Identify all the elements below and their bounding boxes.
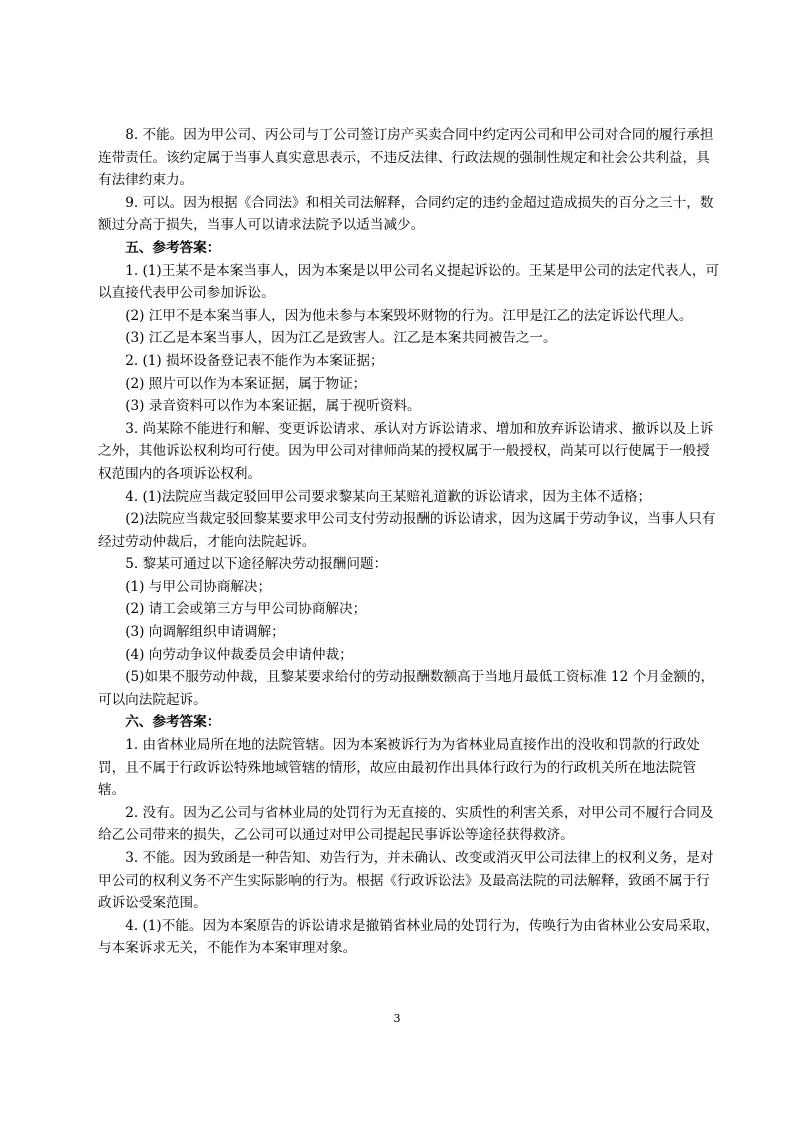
- paragraph: (4) 向劳动争议仲裁委员会申请仲裁；: [125, 646, 353, 663]
- paragraph: (3) 录音资料可以作为本案证据，属于视听资料。: [125, 398, 421, 415]
- section-heading: 六、参考答案：: [125, 714, 221, 731]
- paragraph: (2)法院应当裁定驳回黎某要求甲公司支付劳动报酬的诉讼请求，因为这属于劳动争议，当事人只有经过劳动仲裁后，才能向法院起诉。: [98, 511, 716, 550]
- paragraph: 2. (1) 损坏设备登记表不能作为本案证据；: [125, 352, 384, 369]
- paragraph: 3. 尚某除不能进行和解、变更诉讼请求、承认对方诉讼请求、增加和放弃诉讼请求、撤诉以及上诉之外，其他诉讼权利均可行使。因为甲公司对律师尚某的授权属于一般授权，尚某可以行使属于一般授权范围内的各项诉讼权利。: [98, 420, 714, 482]
- paragraph: 1. 由省林业局所在地的法院管辖。因为本案被诉行为为省林业局直接作出的没收和罚款的行政处罚，且不属于行政诉讼特殊地域管辖的情形，故应由最初作出具体行政行为的行政机关所在地法院管辖。: [98, 737, 700, 799]
- paragraph: (3) 向调解组织申请调解；: [125, 624, 285, 641]
- paragraph: (1) 与甲公司协商解决；: [125, 578, 272, 595]
- paragraph: 8. 不能。因为甲公司、丙公司与丁公司签订房产买卖合同中约定丙公司和甲公司对合同的履行承担连带责任。该约定属于当事人真实意思表示，不违反法律、行政法规的强制性规定和社会公共利益，具有法律约束力。: [98, 127, 714, 189]
- document-body: [98, 124, 722, 960]
- paragraph: (2) 请工会或第三方与甲公司协商解决；: [125, 601, 367, 618]
- paragraph: 4. (1)不能。因为本案原告的诉讼请求是撤销省林业局的处罚行为，传唤行为由省林业公安局采取，与本案诉求无关，不能作为本案审理对象。: [98, 917, 720, 957]
- paragraph: (3) 江乙是本案当事人，因为江乙是致害人。江乙是本案共同被告之一。: [125, 330, 557, 347]
- paragraph: 9. 可以。因为根据《合同法》和相关司法解释，合同约定的违约金超过造成损失的百分之三十，数额过分高于损失，当事人可以请求法院予以适当减少。: [98, 194, 714, 234]
- paragraph: (2) 江甲不是本案当事人，因为他未参与本案毁坏财物的行为。江甲是江乙的法定诉讼代理人。: [125, 307, 693, 324]
- paragraph: (2) 照片可以作为本案证据，属于物证；: [125, 375, 367, 392]
- section-heading: 五、参考答案：: [125, 239, 221, 256]
- paragraph: 5. 黎某可通过以下途径解决劳动报酬问题：: [125, 556, 388, 573]
- paragraph: (5)如果不服劳动仲裁，且黎某要求给付的劳动报酬数额高于当地月最低工资标准 12 个月金额的，可以向法院起诉。: [98, 669, 715, 708]
- paragraph: 1. (1)王某不是本案当事人，因为本案是以甲公司名义提起诉讼的。王某是甲公司的法定代表人，可以直接代表甲公司参加诉讼。: [98, 262, 720, 302]
- paragraph: 4. (1)法院应当裁定驳回甲公司要求黎某向王某赔礼道歉的诉讼请求，因为主体不适格；: [125, 488, 652, 505]
- paragraph: 2. 没有。因为乙公司与省林业局的处罚行为无直接的、实质性的利害关系，对甲公司不履行合同及给乙公司带来的损失，乙公司可以通过对甲公司提起民事诉讼等途径获得救济。: [98, 804, 714, 844]
- paragraph: 3. 不能。因为致函是一种告知、劝告行为，并未确认、改变或消灭甲公司法律上的权利义务，是对甲公司的权利义务不产生实际影响的行为。根据《行政诉讼法》及最高法院的司法解释，致函不属于行政诉讼受案范围。: [98, 850, 714, 912]
- page-number: 3: [393, 1012, 401, 1025]
